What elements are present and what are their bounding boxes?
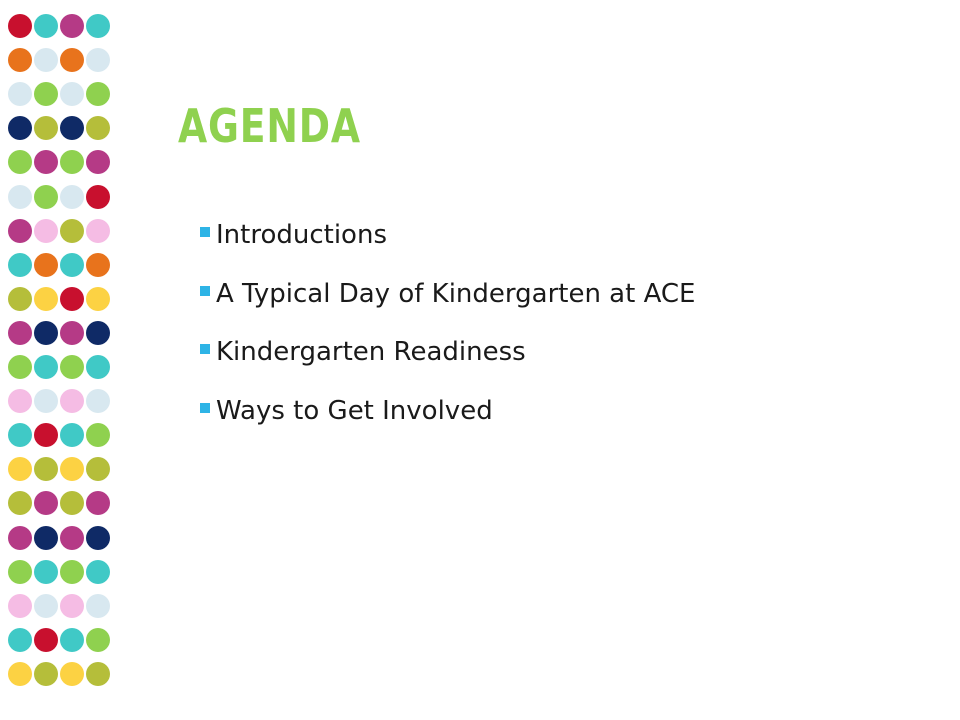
decorative-dot [8,150,32,174]
agenda-item-introductions [200,206,696,265]
decorative-dot [86,82,110,106]
decorative-dot [60,389,84,413]
decorative-dot [86,219,110,243]
decorative-dot [60,526,84,550]
decorative-dot [34,219,58,243]
decorative-dot [34,150,58,174]
decorative-dot [34,457,58,481]
agenda-item-label: A Typical Day of Kindergarten at ACE [216,278,696,309]
decorative-dot [34,662,58,686]
decorative-dot [8,48,32,72]
decorative-dot [8,253,32,277]
decorative-dot [34,116,58,140]
decorative-dot [34,355,58,379]
decorative-dot [8,14,32,38]
decorative-dot [34,389,58,413]
decorative-dot [86,150,110,174]
decorative-dot [60,287,84,311]
decorative-dot [86,628,110,652]
square-bullet-icon [200,227,210,237]
decorative-dot [8,389,32,413]
decorative-dot [8,628,32,652]
decorative-dot [60,355,84,379]
decorative-dot [60,628,84,652]
decorative-dot [34,491,58,515]
agenda-item-readiness [200,323,696,382]
decorative-dot [8,457,32,481]
decorative-dot [86,662,110,686]
decorative-dot [8,321,32,345]
decorative-dot [34,287,58,311]
decorative-dot [86,560,110,584]
decorative-dot [8,423,32,447]
decorative-dot [8,355,32,379]
agenda-item-label: Introductions [216,220,387,251]
decorative-dot [86,457,110,481]
decorative-dot [60,48,84,72]
decorative-dot [86,116,110,140]
decorative-dot [86,253,110,277]
decorative-dot [86,491,110,515]
decorative-dot [8,219,32,243]
decorative-dot [86,526,110,550]
decorative-dot [34,423,58,447]
decorative-dot [34,48,58,72]
decorative-dot [60,185,84,209]
decorative-dot [60,423,84,447]
decorative-dot [60,116,84,140]
decorative-dot [34,560,58,584]
slide-title: AGENDA [178,99,361,153]
decorative-dot [60,457,84,481]
decorative-dot [34,594,58,618]
decorative-dot [8,491,32,515]
decorative-dot [86,389,110,413]
agenda-item-label: Kindergarten Readiness [216,337,526,368]
decorative-dot [8,594,32,618]
decorative-dot [86,287,110,311]
decorative-dot [60,150,84,174]
decorative-dot [60,321,84,345]
decorative-dot [86,185,110,209]
square-bullet-icon [200,403,210,413]
decorative-dot-column [0,0,120,720]
decorative-dot [60,594,84,618]
decorative-dot [86,355,110,379]
agenda-item-get-involved [200,382,696,441]
decorative-dot [34,321,58,345]
square-bullet-icon [200,286,210,296]
square-bullet-icon [200,344,210,354]
decorative-dot [34,14,58,38]
decorative-dot [86,321,110,345]
decorative-dot [86,48,110,72]
decorative-dot [60,219,84,243]
decorative-dot [60,560,84,584]
decorative-dot [86,14,110,38]
decorative-dot [8,526,32,550]
decorative-dot [8,185,32,209]
agenda-item-label: Ways to Get Involved [216,395,493,426]
decorative-dot [60,662,84,686]
decorative-dot [34,628,58,652]
decorative-dot [60,491,84,515]
decorative-dot [60,14,84,38]
decorative-dot [8,662,32,686]
decorative-dot [60,82,84,106]
decorative-dot [8,116,32,140]
decorative-dot [86,594,110,618]
agenda-list [200,206,696,440]
agenda-item-typical-day [200,265,696,324]
decorative-dot [8,287,32,311]
decorative-dot [86,423,110,447]
decorative-dot [8,82,32,106]
decorative-dot [8,560,32,584]
decorative-dot [34,185,58,209]
decorative-dot [60,253,84,277]
decorative-dot [34,526,58,550]
decorative-dot [34,253,58,277]
decorative-dot [34,82,58,106]
